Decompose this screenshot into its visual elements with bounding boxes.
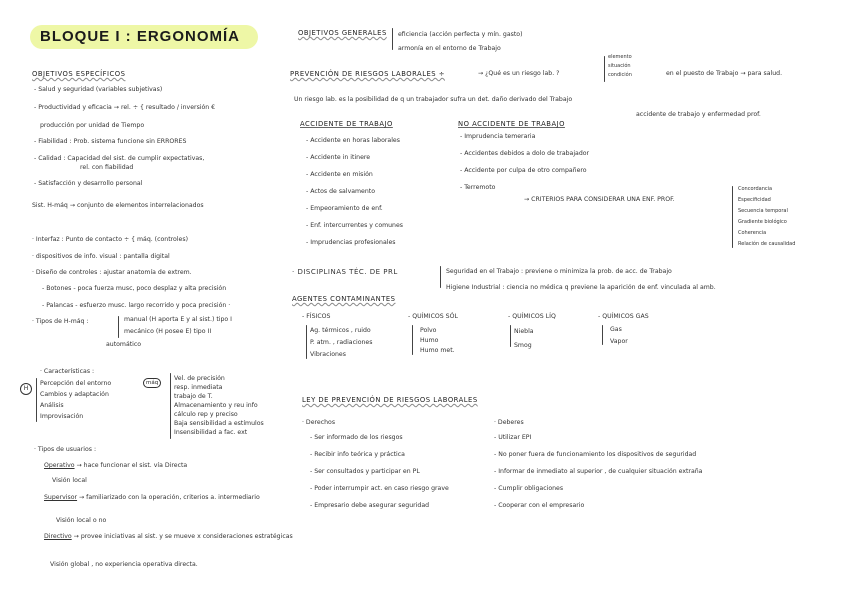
deber-item: - Cooperar con el empresario (494, 502, 585, 509)
derecho-item: - Ser consultados y participar en PL (310, 468, 420, 475)
no-accidente-heading: NO ACCIDENTE DE TRABAJO (458, 120, 565, 128)
criterio-item: Concordancia (738, 186, 773, 192)
agentes-heading: AGENTES CONTAMINANTES (292, 295, 396, 303)
accidente-item: - Accidente en horas laborales (306, 137, 400, 144)
h-circle-label: H (20, 383, 32, 395)
page-title: BLOQUE I : ERGONOMÍA (40, 28, 240, 45)
criterio-item: Especificidad (738, 197, 771, 203)
sistema-definicion: Sist. H-máq → conjunto de elementos interrelacionados (32, 202, 204, 209)
deberes-heading: · Deberes (494, 419, 524, 426)
criterio-item: Relación de causalidad (738, 241, 796, 247)
quimico-gas-item: Gas (610, 326, 622, 333)
prl-brace-item: situación (608, 63, 631, 69)
prl-brace-item: condición (608, 72, 632, 78)
objetivo-item: - Satisfacción y desarrollo personal (34, 180, 143, 187)
objetivo-general-item: eficiencia (acción perfecta y mín. gasto) (398, 31, 523, 38)
usuario-sub: Visión global , no experiencia operativa directa. (50, 561, 198, 568)
deber-item: - No poner fuera de funcionamiento los dispositivos de seguridad (494, 451, 697, 458)
accidente-item: - Enf. intercurrentes y comunes (306, 222, 404, 229)
usuario-name: Supervisor → familiarizado con la operación, criterios a. intermediario (44, 494, 260, 501)
fisico-item: Ag. térmicos , ruido (310, 327, 371, 334)
maq-list-item: Almacenamiento y reu info (174, 402, 258, 409)
tipo-sistema-item: mecánico (H posee E) tipo II (124, 328, 212, 335)
maq-list-item: resp. inmediata (174, 384, 223, 391)
derecho-item: - Empresario debe asegurar seguridad (310, 502, 430, 509)
maq-label: máq (143, 378, 161, 388)
criterio-item: Gradiente biológico (738, 219, 787, 225)
derecho-item: - Poder interrumpir act. en caso riesgo grave (310, 485, 449, 492)
prl-definition: Un riesgo lab. es la posibilidad de q un trabajador sufra un det. daño derivado del Trabajo (294, 96, 573, 103)
quimicos-liq-heading: - QUÍMICOS LÍQ (508, 313, 556, 320)
accidente-item: - Actos de salvamento (306, 188, 375, 195)
accidente-item: - Imprudencias profesionales (306, 239, 396, 246)
accidente-item: - Accidente in itinere (306, 154, 371, 161)
fisico-item: P. atm. , radiaciones (310, 339, 373, 346)
deber-item: - Cumplir obligaciones (494, 485, 564, 492)
deber-item: - Informar de inmediato al superior , de cualquier situación extraña (494, 468, 703, 475)
h-list-item: Análisis (40, 402, 64, 409)
brace (510, 325, 511, 347)
usuario-name: Operativo → hace funcionar el sist. vía Directa (44, 462, 188, 469)
brace (604, 56, 605, 82)
brace (392, 28, 393, 50)
interfaz-item: - Palancas - esfuerzo musc. largo recorrido y poca precisión · (42, 302, 231, 309)
quimico-liq-item: Niebla (514, 328, 534, 335)
accidente-heading: ACCIDENTE DE TRABAJO (300, 120, 393, 128)
no-accidente-item: - Accidente por culpa de otro compañero (460, 167, 587, 174)
objetivos-generales-heading: OBJETIVOS GENERALES (298, 29, 387, 37)
maq-list-item: Vel. de precisión (174, 375, 225, 382)
tipos-sistema-label: · Tipos de H-máq : (32, 318, 89, 325)
disciplina-item: Seguridad en el Trabajo : previene o minimiza la prob. de acc. de Trabajo (446, 268, 672, 275)
ley-heading: LEY DE PREVENCIÓN DE RIESGOS LABORALES (302, 396, 478, 404)
objetivo-item: - Fiabilidad : Prob. sistema funcione sin ERRORES (34, 138, 187, 145)
derecho-item: - Ser informado de los riesgos (310, 434, 403, 441)
fisicos-heading: - FÍSICOS (302, 313, 331, 320)
brace (36, 378, 37, 422)
interfaz-item: · dispositivos de info. visual : pantalla digital (32, 253, 170, 260)
accidente-item: - Accidente en misión (306, 171, 373, 178)
maq-list-item: Baja sensibilidad a estímulos (174, 420, 264, 427)
usuario-sub: Visión local o no (56, 517, 107, 524)
quimico-sol-item: Polvo (420, 327, 437, 334)
no-accidente-item: - Imprudencia temeraria (460, 133, 536, 140)
objetivo-item: producción por unidad de Tiempo (40, 122, 145, 129)
objetivo-item: - Salud y seguridad (variables subjetivas) (34, 86, 163, 93)
criterio-item: Coherencia (738, 230, 767, 236)
maq-list-item: Insensibilidad a fac. ext (174, 429, 248, 436)
prl-question: → ¿Qué es un riesgo lab. ? (478, 70, 560, 77)
maq-list-item: cálculo rep y preciso (174, 411, 238, 418)
objetivo-item: rel. con fiabilidad (80, 164, 134, 171)
accidente-item: - Empeoramiento de enf. (306, 205, 383, 212)
prl-heading: PREVENCIÓN DE RIESGOS LABORALES ÷ (290, 70, 445, 78)
deber-item: - Utilizar EPI (494, 434, 532, 441)
brace (118, 316, 119, 338)
prl-tail: en el puesto de Trabajo → para salud. (666, 70, 783, 77)
no-accidente-item: - Terremoto (460, 184, 496, 191)
quimico-sol-item: Humo (420, 337, 439, 344)
objetivos-heading: OBJETIVOS ESPECÍFICOS (32, 70, 126, 78)
usuarios-label: · Tipos de usuarios : (34, 446, 97, 453)
maq-list-item: trabajo de T. (174, 393, 213, 400)
h-list-item: Percepción del entorno (40, 380, 112, 387)
prl-brace-item: elemento (608, 54, 632, 60)
fisico-item: Vibraciones (310, 351, 346, 358)
tipo-sistema-item: manual (H aporta E y al sist.) tipo I (124, 316, 232, 323)
quimico-liq-item: Smog (514, 342, 532, 349)
prl-definition-2: accidente de trabajo y enfermedad prof. (636, 111, 761, 118)
usuario-name: Directivo → provee iniciativas al sist. y se mueve x consideraciones estratégicas (44, 533, 293, 540)
derecho-item: - Recibir info teórica y práctica (310, 451, 405, 458)
no-accidente-item: - Accidentes debidos a dolo de trabajador (460, 150, 590, 157)
brace (306, 325, 307, 359)
h-list-item: Cambios y adaptación (40, 391, 109, 398)
interfaz-item: · Diseño de controles : ajustar anatomía de extrem. (32, 269, 192, 276)
objetivo-general-item: armonía en el entorno de Trabajo (398, 45, 501, 52)
brace (602, 325, 603, 345)
h-list-item: Improvisación (40, 413, 84, 420)
interfaz-item: · Interfaz : Punto de contacto ÷ { máq. (controles) (32, 236, 188, 243)
brace (440, 266, 441, 288)
objetivo-item: - Calidad : Capacidad del sist. de cumplir expectativas, (34, 155, 205, 162)
caracteristicas-label: · Características : (40, 368, 95, 375)
brace (732, 186, 733, 248)
derechos-heading: · Derechos (302, 419, 336, 426)
criterio-item: Secuencia temporal (738, 208, 788, 214)
disciplinas-heading: · DISCIPLINAS TÉC. DE PRL (292, 268, 398, 276)
quimicos-sol-heading: - QUÍMICOS SÓL (408, 313, 458, 320)
interfaz-item: - Botones - poca fuerza musc, poco desplaz y alta precisión (42, 285, 227, 292)
usuario-sub: Visión local (52, 477, 87, 484)
quimico-sol-item: Humo met. (420, 347, 455, 354)
tipo-sistema-item: automático (106, 341, 142, 348)
brace (412, 325, 413, 355)
disciplina-item: Higiene Industrial : ciencia no médica q previene la aparición de enf. vinculada al amb. (446, 284, 716, 291)
criterios-label: → CRITERIOS PARA CONSIDERAR UNA ENF. PROF. (524, 196, 675, 203)
objetivo-item: - Productividad y eficacia → rel. ÷ { resultado / inversión € (34, 104, 216, 111)
quimicos-gas-heading: - QUÍMICOS GAS (598, 313, 649, 320)
brace (170, 373, 171, 439)
quimico-gas-item: Vapor (610, 338, 628, 345)
